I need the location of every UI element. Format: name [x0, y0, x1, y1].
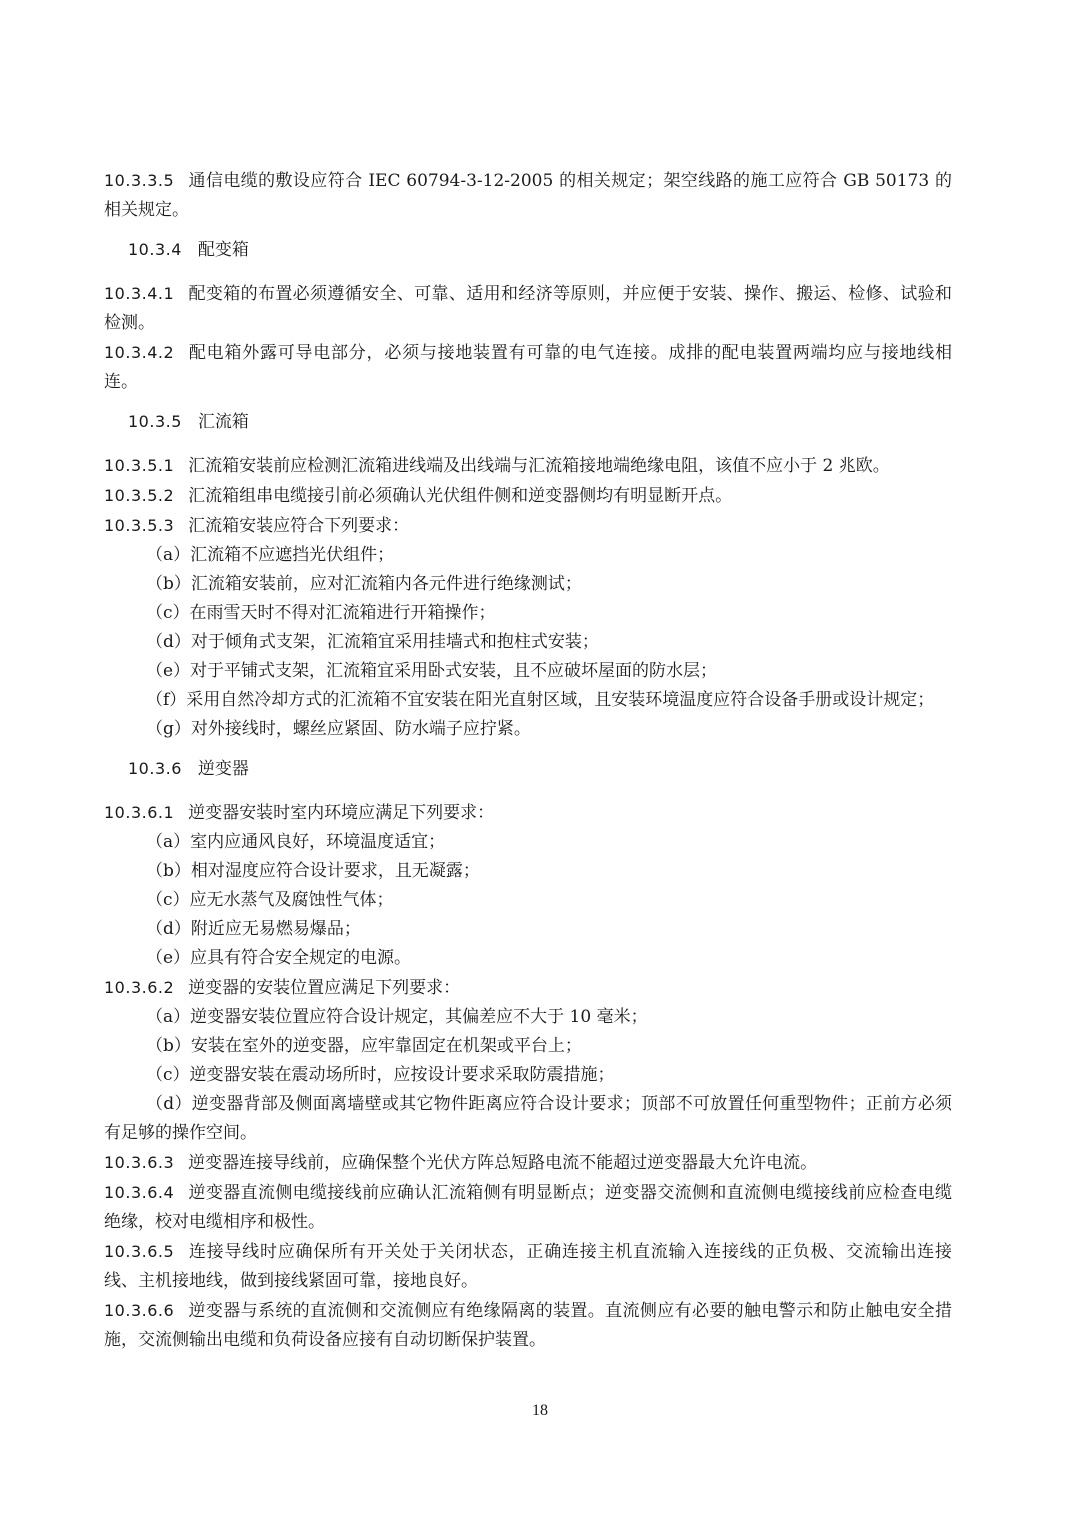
clause-number: 10.3.3.5 — [104, 171, 175, 190]
section-number: 10.3.4 — [128, 240, 182, 259]
list-item: （d）附近应无易燃易爆品； — [146, 919, 361, 939]
clause-10-3-6-6 — [104, 1296, 952, 1355]
clause-text: 汇流箱安装前应检测汇流箱进线端及出线端与汇流箱接地端绝缘电阻，该值不应小于 2 兆欧。 — [188, 456, 890, 476]
clause-text: 汇流箱组串电缆接引前必须确认光伏组件侧和逆变器侧均有明显断开点。 — [188, 486, 733, 506]
clause-text: 逆变器安装时室内环境应满足下列要求： — [188, 803, 495, 823]
clause-text: 配电箱外露可导电部分，必须与接地装置有可靠的电气连接。成排的配电装置两端均应与接地线相连。 — [104, 343, 952, 392]
clause-text: 逆变器连接导线前，应确保整个光伏方阵总短路电流不能超过逆变器最大允许电流。 — [188, 1153, 818, 1173]
section-title: 配变箱 — [197, 240, 249, 260]
clause-text: 逆变器的安装位置应满足下列要求： — [188, 978, 461, 998]
clause-10-3-6-2 — [104, 973, 952, 1003]
clause-10-3-6-5 — [104, 1237, 952, 1296]
clause-number: 10.3.5.3 — [104, 516, 175, 535]
list-item: （a）汇流箱不应遮挡光伏组件； — [146, 545, 395, 565]
list-item: （d）逆变器背部及侧面离墙壁或其它物件距离应符合设计要求；顶部不可放置任何重型物件；正前方必须有足够的操作空间。 — [104, 1094, 952, 1143]
clause-10-3-6-4 — [104, 1178, 952, 1237]
list-item: （d）对于倾角式支架，汇流箱宜采用挂墙式和抱柱式安装； — [146, 632, 599, 652]
list-item: （c）逆变器安装在震动场所时，应按设计要求采取防震措施； — [146, 1065, 615, 1085]
list-item: （e）应具有符合安全规定的电源。 — [146, 948, 412, 968]
clause-number: 10.3.4.1 — [104, 284, 175, 303]
clause-10-3-3-5 — [104, 166, 952, 225]
clause-number: 10.3.6.6 — [104, 1301, 175, 1320]
list-item: （b）安装在室外的逆变器，应牢靠固定在机架或平台上； — [146, 1036, 582, 1056]
section-number: 10.3.6 — [128, 759, 182, 778]
clause-text: 配变箱的布置必须遵循安全、可靠、适用和经济等原则，并应便于安装、操作、搬运、检修、试验和检测。 — [104, 284, 952, 333]
list-item: （f）采用自然冷却方式的汇流箱不宜安装在阳光直射区域，且安装环境温度应符合设备手册或设计规定； — [146, 690, 935, 710]
clause-number: 10.3.6.1 — [104, 803, 175, 822]
clause-number: 10.3.6.4 — [104, 1183, 175, 1202]
clause-number: 10.3.6.3 — [104, 1153, 175, 1172]
section-title: 汇流箱 — [197, 412, 249, 432]
list-item: （a）逆变器安装位置应符合设计规定，其偏差应不大于 10 毫米； — [146, 1007, 648, 1027]
clause-text: 连接导线时应确保所有开关处于关闭状态，正确连接主机直流输入连接线的正负极、交流输出连接线、主机接地线，做到接线紧固可靠，接地良好。 — [104, 1242, 952, 1291]
list-item: （c）应无水蒸气及腐蚀性气体； — [146, 890, 394, 910]
clause-10-3-6-3 — [104, 1148, 952, 1178]
list-item: （g）对外接线时，螺丝应紧固、防水端子应拧紧。 — [146, 719, 531, 739]
clause-text: 逆变器直流侧电缆接线前应确认汇流箱侧有明显断点；逆变器交流侧和直流侧电缆接线前应检查电缆绝缘，校对电缆相序和极性。 — [104, 1183, 952, 1232]
list-item: （b）相对湿度应符合设计要求，且无凝露； — [146, 861, 480, 881]
clause-10-3-4-1 — [104, 279, 952, 338]
page-number: 18 — [532, 1402, 548, 1419]
clause-10-3-5-3 — [104, 511, 952, 541]
clause-10-3-5-1 — [104, 451, 952, 481]
section-heading-10-3-5 — [128, 407, 952, 437]
section-number: 10.3.5 — [128, 412, 182, 431]
clause-10-3-4-2 — [104, 338, 952, 397]
clause-text: 通信电缆的敷设应符合 IEC 60794-3-12-2005 的相关规定；架空线路的施工应符合 GB 50173 的相关规定。 — [104, 171, 952, 220]
list-item: （e）对于平铺式支架，汇流箱宜采用卧式安装，且不应破坏屋面的防水层； — [146, 661, 718, 681]
list-item: （a）室内应通风良好，环境温度适宜； — [146, 832, 446, 852]
clause-text: 逆变器与系统的直流侧和交流侧应有绝缘隔离的装置。直流侧应有必要的触电警示和防止触电安全措施，交流侧输出电缆和负荷设备应接有自动切断保护装置。 — [104, 1301, 952, 1350]
list-item: （c）在雨雪天时不得对汇流箱进行开箱操作； — [146, 603, 496, 623]
list-item: （b）汇流箱安装前，应对汇流箱内各元件进行绝缘测试； — [146, 574, 582, 594]
clause-number: 10.3.6.2 — [104, 978, 175, 997]
clause-number: 10.3.4.2 — [104, 343, 175, 362]
page-content — [104, 166, 952, 1355]
clause-number: 10.3.5.1 — [104, 456, 175, 475]
section-title: 逆变器 — [197, 759, 249, 779]
clause-10-3-5-2 — [104, 481, 952, 511]
clause-number: 10.3.5.2 — [104, 486, 175, 505]
clause-text: 汇流箱安装应符合下列要求： — [188, 516, 410, 536]
clause-10-3-6-1 — [104, 798, 952, 828]
clause-number: 10.3.6.5 — [104, 1242, 175, 1261]
section-heading-10-3-6 — [128, 754, 952, 784]
section-heading-10-3-4 — [128, 235, 952, 265]
